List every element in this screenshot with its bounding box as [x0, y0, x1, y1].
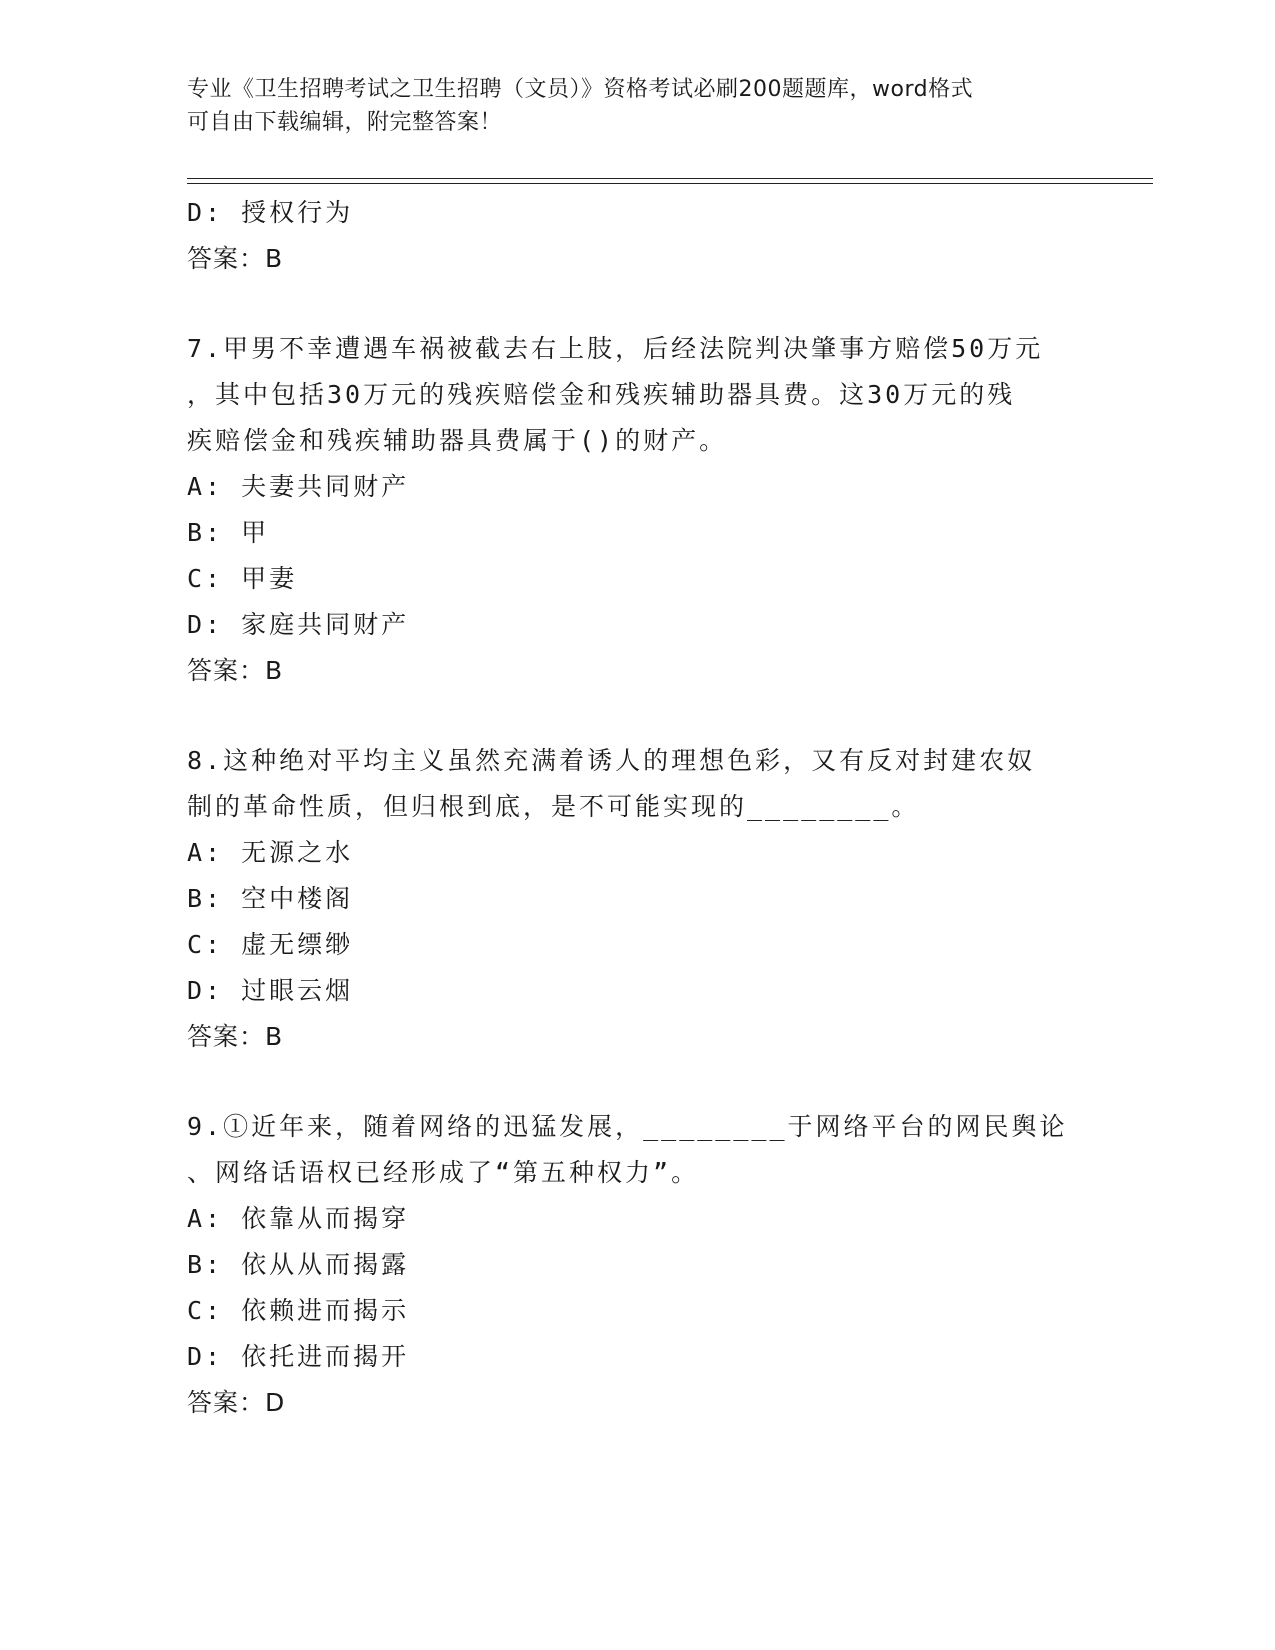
question-stem-line: 9.①近年来，随着网络的迅猛发展，________于网络平台的网民舆论: [187, 1112, 1068, 1141]
question-stem-line: 8.这种绝对平均主义虽然充满着诱人的理想色彩，又有反对封建农奴: [187, 746, 1036, 775]
question-9: [187, 1104, 1087, 1426]
option-b: B: 甲: [187, 518, 270, 547]
question-content: [187, 190, 1087, 1426]
prev-answer: 答案：B: [187, 244, 284, 273]
option-d: D: 家庭共同财产: [187, 610, 410, 639]
header-divider-bottom: [187, 183, 1153, 184]
answer: 答案：D: [187, 1388, 286, 1417]
option-b: B: 依从从而揭露: [187, 1250, 410, 1279]
question-7: [187, 326, 1087, 694]
document-header: [187, 73, 1067, 139]
question-stem-line: 制的革命性质，但归根到底，是不可能实现的________。: [187, 792, 920, 821]
question-stem-line: 7.甲男不幸遭遇车祸被截去右上肢，后经法院判决肇事方赔偿50万元: [187, 334, 1044, 363]
header-divider-top: [187, 178, 1153, 179]
option-b: B: 空中楼阁: [187, 884, 354, 913]
question-stem-line: 疾赔偿金和残疾辅助器具费属于()的财产。: [187, 426, 728, 455]
option-c: C: 甲妻: [187, 564, 298, 593]
option-c: C: 依赖进而揭示: [187, 1296, 410, 1325]
option-c: C: 虚无缥缈: [187, 930, 354, 959]
answer: 答案：B: [187, 1022, 284, 1051]
question-stem-line: 、网络话语权已经形成了“第五种权力”。: [187, 1158, 700, 1187]
prev-option-d: D: 授权行为: [187, 198, 354, 227]
option-d: D: 依托进而揭开: [187, 1342, 410, 1371]
header-line-1: 专业《卫生招聘考试之卫生招聘（文员）》资格考试必刷200题题库，word格式: [187, 77, 974, 102]
header-line-2: 可自由下载编辑，附完整答案！: [187, 110, 503, 135]
option-a: A: 依靠从而揭穿: [187, 1204, 410, 1233]
question-8: [187, 738, 1087, 1060]
option-a: A: 夫妻共同财产: [187, 472, 410, 501]
question-stem-line: ，其中包括30万元的残疾赔偿金和残疾辅助器具费。这30万元的残: [187, 380, 1016, 409]
option-d: D: 过眼云烟: [187, 976, 354, 1005]
answer: 答案：B: [187, 656, 284, 685]
option-a: A: 无源之水: [187, 838, 354, 867]
